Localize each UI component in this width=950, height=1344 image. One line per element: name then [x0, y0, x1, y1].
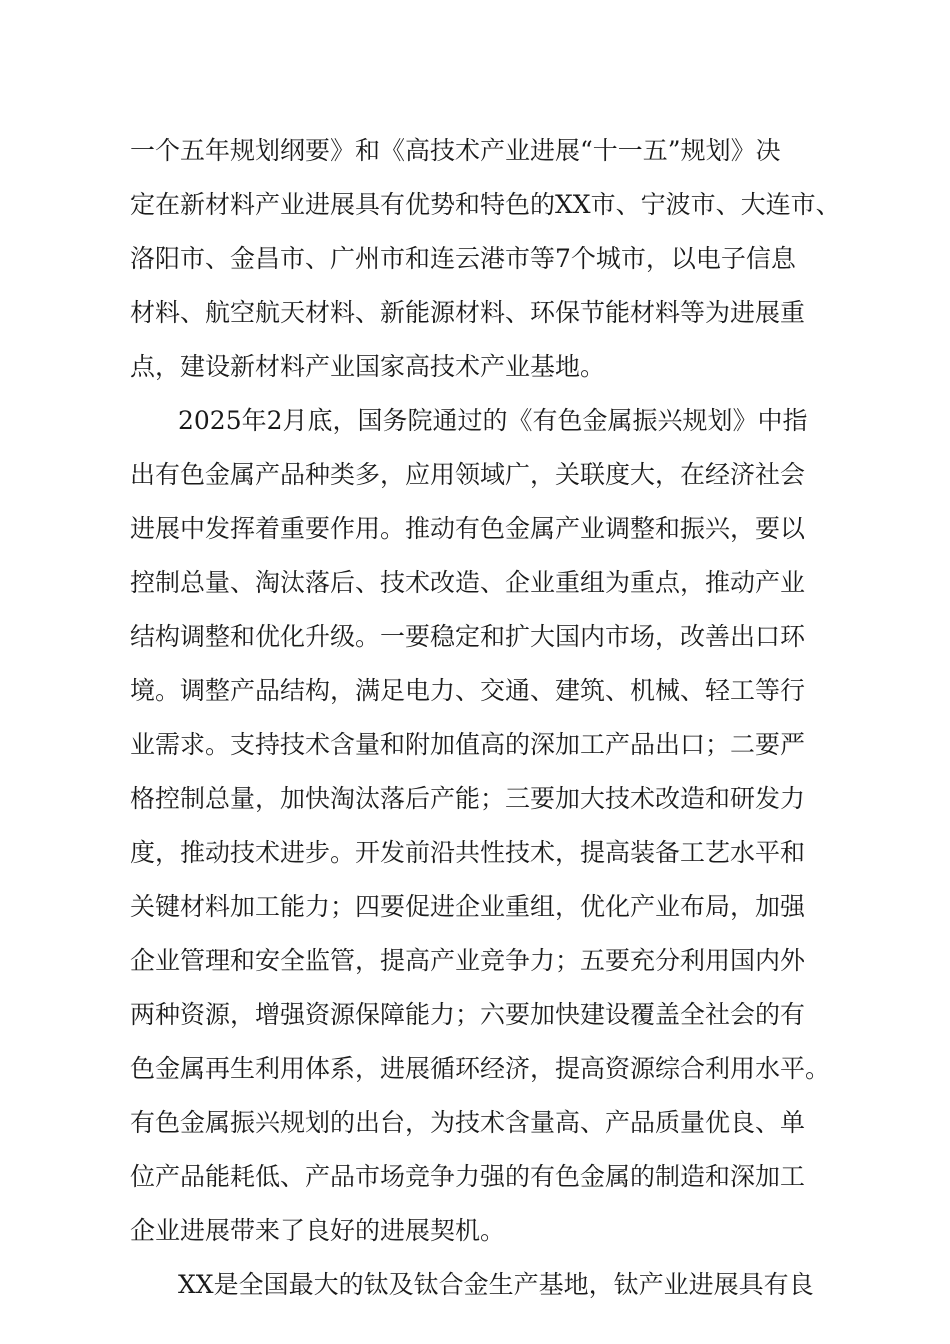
text-line: 关键材料加工能力；四要促进企业重组，优化产业布局，加强	[130, 892, 806, 921]
text-line: 一个五年规划纲要》和《高技术产业进展“十一五”规划》决	[130, 136, 781, 165]
text-line: 格控制总量，加快淘汰落后产能；三要加大技术改造和研发力	[130, 784, 806, 813]
text-line: 度，推动技术进步。开发前沿共性技术，提高装备工艺水平和	[130, 838, 806, 867]
text-line: 洛阳市、金昌市、广州市和连云港市等7个城市，以电子信息	[130, 244, 796, 273]
text-line: 业需求。支持技术含量和附加值高的深加工产品出口；二要严	[130, 730, 806, 759]
text-line: 定在新材料产业进展具有优势和特色的XX市、宁波市、大连市、	[130, 190, 841, 219]
text-line: 色金属再生利用体系，进展循环经济，提高资源综合利用水平。	[130, 1054, 831, 1083]
text-line: 企业管理和安全监管，提高产业竞争力；五要充分利用国内外	[130, 946, 806, 975]
text-line: 结构调整和优化升级。一要稳定和扩大国内市场，改善出口环	[130, 622, 806, 651]
text-line: 有色金属振兴规划的出台，为技术含量高、产品质量优良、单	[130, 1108, 806, 1137]
paragraph-first-line: 2025年2月底，国务院通过的《有色金属振兴规划》中指	[178, 406, 808, 435]
paragraph-first-line: XX是全国最大的钛及钛合金生产基地，钛产业进展具有良	[178, 1270, 814, 1299]
text-line: 境。调整产品结构，满足电力、交通、建筑、机械、轻工等行	[130, 676, 806, 705]
text-line: 进展中发挥着重要作用。推动有色金属产业调整和振兴，要以	[130, 514, 806, 543]
text-line: 控制总量、淘汰落后、技术改造、企业重组为重点，推动产业	[130, 568, 806, 597]
text-line: 点，建设新材料产业国家高技术产业基地。	[130, 352, 606, 381]
text-line: 企业进展带来了良好的进展契机。	[130, 1216, 506, 1245]
text-line: 两种资源，增强资源保障能力；六要加快建设覆盖全社会的有	[130, 1000, 806, 1029]
text-line: 位产品能耗低、产品市场竞争力强的有色金属的制造和深加工	[130, 1162, 806, 1191]
text-line: 材料、航空航天材料、新能源材料、环保节能材料等为进展重	[130, 298, 806, 327]
text-line: 出有色金属产品种类多，应用领域广，关联度大，在经济社会	[130, 460, 806, 489]
